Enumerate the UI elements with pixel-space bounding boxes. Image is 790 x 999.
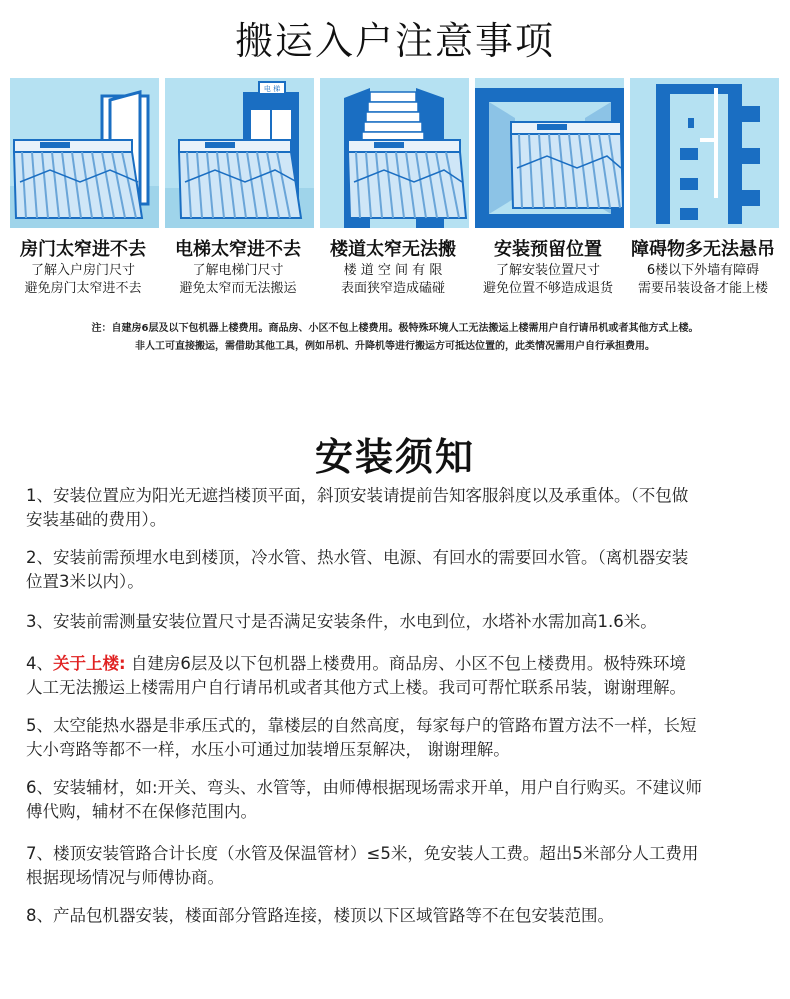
caption-title: 安装预留位置	[494, 239, 602, 260]
install-item-1	[26, 484, 774, 532]
install-item-6	[26, 776, 774, 824]
panel-narrow-door	[10, 78, 159, 228]
caption-line: 避免房门太窄进不去	[24, 281, 142, 296]
reserved-space-icon	[475, 78, 624, 228]
page-title: 搬运入户注意事项	[234, 19, 555, 63]
caption-line: 6楼以下外墙有障碍	[646, 263, 760, 278]
caption-building-obstacle	[626, 238, 780, 298]
illustration-panels	[10, 78, 780, 228]
caption-line: 楼 道 空 间 有 限	[343, 263, 443, 278]
install-item-4	[26, 652, 774, 700]
caption-title: 电梯太窄进不去	[175, 239, 301, 260]
caption-line: 表面狭窄造成磕碰	[340, 281, 445, 296]
item-line: 位置3米以内）。	[26, 572, 144, 591]
panel-reserved-space	[475, 78, 624, 228]
panel-elevator	[165, 78, 314, 228]
caption-reserved-space	[471, 238, 625, 298]
item-line: 5、太空能热水器是非承压式的，靠楼层的自然高度，每家每户的管路布置方法不一样，长短	[26, 716, 697, 735]
caption-title: 楼道太窄无法搬	[330, 239, 456, 260]
note-line-2: 非人工可直接搬运，需借助其他工具，例如吊机、升降机等进行搬运方可抵达位置的，此类情况需用户自行承担费用。	[135, 341, 655, 352]
item-line: 大小弯路等都不一样，水压小可通过加装增压泵解决， 谢谢理解。	[26, 740, 510, 759]
caption-line: 了解入户房门尺寸	[30, 263, 135, 278]
item-prefix: 4、	[26, 654, 53, 673]
item-line: 6、安装辅材，如:开关、弯头、水管等，由师傅根据现场需求开单，用户自行购买。不建议师	[26, 778, 703, 797]
install-item-7	[26, 842, 774, 890]
item-line: 安装基础的费用）。	[26, 510, 167, 529]
caption-line: 避免位置不够造成退货	[482, 281, 613, 296]
caption-title: 障碍物多无法悬吊	[631, 239, 775, 260]
item-highlight: 关于上楼:	[53, 654, 126, 673]
caption-elevator	[161, 238, 315, 298]
item-line	[26, 652, 774, 676]
caption-title: 房门太窄进不去	[20, 239, 146, 260]
elevator-sign: 电 梯	[263, 85, 281, 93]
item-line: 人工无法搬运上楼需用户自行请吊机或者其他方式上楼。我司可帮忙联系吊装，谢谢理解。	[26, 678, 686, 697]
panel-stairs	[320, 78, 469, 228]
caption-line: 需要吊装设备才能上楼	[637, 281, 768, 296]
narrow-stairs-icon	[320, 78, 469, 228]
caption-stairs	[316, 238, 470, 298]
section-title: 安装须知	[314, 435, 475, 479]
caption-line: 了解安装位置尺寸	[495, 263, 600, 278]
install-item-5	[26, 714, 774, 762]
item-line: 1、安装位置应为阳光无遮挡楼顶平面，斜顶安装请提前告知客服斜度以及承重体。（不包做	[26, 486, 689, 505]
item-line: 傅代购，辅材不在保修范围内。	[26, 802, 257, 821]
building-obstacle-icon	[630, 78, 779, 228]
caption-line: 了解电梯门尺寸	[192, 263, 284, 278]
install-item-8	[26, 904, 774, 928]
item-text: 自建房6层及以下包机器上楼费用。商品房、小区不包上楼费用。极特殊环境	[130, 654, 686, 673]
elevator-icon	[165, 78, 314, 228]
panel-building-obstacle	[630, 78, 779, 228]
caption-narrow-door	[6, 238, 160, 298]
note-line-1: 注：自建房6层及以下包机器上楼费用。商品房、小区不包上楼费用。极特殊环境人工无法搬运上楼需用户自行请吊机或者其他方式上楼。	[91, 323, 699, 334]
narrow-door-icon	[10, 78, 159, 228]
item-line: 7、楼顶安装管路合计长度（水管及保温管材）≤5米，免安装人工费。超出5米部分人工费用	[26, 844, 699, 863]
item-line: 2、安装前需预埋水电到楼顶，冷水管、热水管、电源、有回水的需要回水管。（离机器安装	[26, 548, 689, 567]
caption-line: 避免太窄而无法搬运	[179, 281, 297, 296]
item-line: 根据现场情况与师傅协商。	[26, 868, 224, 887]
install-item-3	[26, 610, 774, 634]
item-line: 8、产品包机器安装，楼面部分管路连接，楼顶以下区域管路等不在包安装范围。	[26, 906, 614, 925]
item-line: 3、安装前需测量安装位置尺寸是否满足安装条件，水电到位，水塔补水需加高1.6米。	[26, 612, 657, 631]
install-item-2	[26, 546, 774, 594]
